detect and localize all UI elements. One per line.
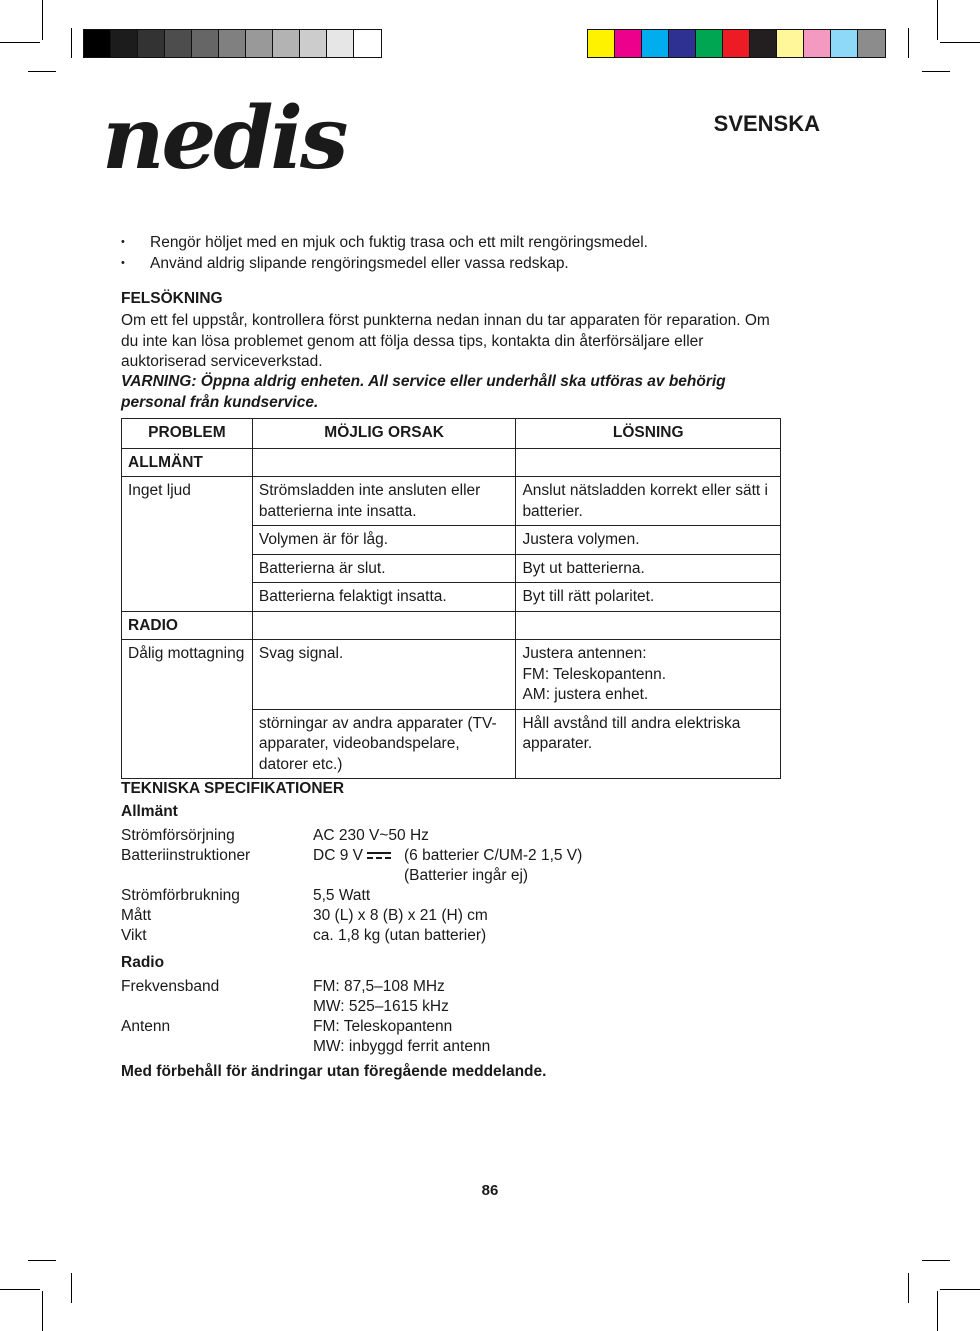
color-swatch <box>642 30 669 57</box>
solution-line: AM: justera enhet. <box>522 686 649 703</box>
table-category-row <box>122 611 781 640</box>
gray-swatch <box>192 30 219 57</box>
solution-cell: Justera volymen. <box>516 526 781 555</box>
color-swatch <box>858 30 885 57</box>
gray-swatch <box>273 30 300 57</box>
category-general: ALLMÄNT <box>122 448 253 477</box>
spec-value: FM: Teleskopantenn <box>313 1018 453 1035</box>
solution-cell: Anslut nätsladden korrekt eller sätt i batterier. <box>516 477 781 526</box>
color-swatch <box>831 30 858 57</box>
category-radio: RADIO <box>122 611 253 640</box>
table-row <box>122 640 781 710</box>
spec-value: FM: 87,5–108 MHz <box>313 978 445 995</box>
solution-cell: Byt till rätt polaritet. <box>516 583 781 612</box>
cause-cell: Svag signal. <box>252 640 516 710</box>
troubleshooting-heading: FELSÖKNING <box>121 290 223 307</box>
spec-note: (Batterier ingår ej) <box>404 867 529 884</box>
page-number: 86 <box>481 1182 499 1199</box>
column-header-cause: MÖJLIG ORSAK <box>252 419 516 449</box>
color-swatch <box>777 30 804 57</box>
language-label: SVENSKA <box>713 111 820 136</box>
gray-swatch <box>138 30 165 57</box>
spec-label: Mått <box>121 907 152 924</box>
care-bullet-list <box>121 232 648 274</box>
spec-value: 5,5 Watt <box>313 887 371 904</box>
process-color-bar <box>587 29 886 58</box>
specs-heading: TEKNISKA SPECIFIKATIONER <box>121 780 345 797</box>
cause-cell: Strömsladden inte ansluten eller batterierna inte insatta. <box>252 477 516 526</box>
cause-cell: Batterierna felaktigt insatta. <box>252 583 516 612</box>
specs-radio-heading: Radio <box>121 954 165 971</box>
gray-swatch <box>165 30 192 57</box>
solution-cell: Håll avstånd till andra elektriska apparater. <box>516 709 781 779</box>
spec-label: Strömförsörjning <box>121 827 235 844</box>
problem-no-sound: Inget ljud <box>122 477 253 612</box>
color-swatch <box>723 30 750 57</box>
color-swatch <box>804 30 831 57</box>
color-swatch <box>750 30 777 57</box>
column-header-problem: PROBLEM <box>122 419 253 449</box>
nedis-logo <box>100 98 372 180</box>
color-swatch <box>669 30 696 57</box>
solution-line: FM: Teleskopantenn. <box>522 665 667 683</box>
color-swatch <box>588 30 615 57</box>
troubleshooting-intro: Om ett fel uppstår, kontrollera först punkterna nedan innan du tar apparaten för reparation. Om du inte kan lösa problemet genom att följa dessa tips, kontakta din återförsäljare eller auktoriserad serviceverkstad. <box>121 312 770 370</box>
cause-cell: Volymen är för låg. <box>252 526 516 555</box>
spec-note: (6 batterier C/UM-2 1,5 V) <box>404 847 583 864</box>
cause-cell: störningar av andra apparater (TV-apparater, videobandspelare, datorer etc.) <box>252 709 516 779</box>
spec-label: Strömförbrukning <box>121 887 240 904</box>
solution-cell <box>516 640 781 710</box>
color-swatch <box>615 30 642 57</box>
spec-value: AC 230 V~50 Hz <box>313 827 429 844</box>
spec-value: MW: 525–1615 kHz <box>313 998 449 1015</box>
list-item: • Rengör höljet med en mjuk och fuktig trasa och ett milt rengöringsmedel. <box>121 232 648 253</box>
table-category-row <box>122 448 781 477</box>
solution-cell: Byt ut batterierna. <box>516 554 781 583</box>
gray-swatch <box>354 30 381 57</box>
gray-swatch <box>111 30 138 57</box>
list-item: • Använd aldrig slipande rengöringsmedel eller vassa redskap. <box>121 253 648 274</box>
table-header-row <box>122 419 781 449</box>
gray-swatch <box>300 30 327 57</box>
troubleshooting-warning: VARNING: Öppna aldrig enheten. All service eller underhåll ska utföras av behörig personal från kundservice. <box>121 373 726 411</box>
disclaimer: Med förbehåll för ändringar utan föregående meddelande. <box>121 1063 547 1080</box>
spec-value: DC 9 V <box>313 846 391 866</box>
troubleshooting-table <box>121 418 781 779</box>
spec-value: 30 (L) x 8 (B) x 21 (H) cm <box>313 907 488 924</box>
gray-swatch <box>84 30 111 57</box>
dc-symbol-icon <box>367 852 391 860</box>
table-row <box>122 477 781 526</box>
spec-label: Batteriinstruktioner <box>121 847 251 864</box>
grayscale-color-bar <box>83 29 382 58</box>
specs-general-heading: Allmänt <box>121 803 178 820</box>
spec-value: MW: inbyggd ferrit antenn <box>313 1038 491 1055</box>
column-header-solution: LÖSNING <box>516 419 781 449</box>
solution-line: Justera antennen: <box>522 645 647 662</box>
gray-swatch <box>246 30 273 57</box>
cause-cell: Batterierna är slut. <box>252 554 516 583</box>
spec-label: Frekvensband <box>121 978 220 995</box>
spec-label: Antenn <box>121 1018 171 1035</box>
problem-poor-reception: Dålig mottagning <box>122 640 253 779</box>
gray-swatch <box>327 30 354 57</box>
spec-label: Vikt <box>121 927 147 944</box>
svg-text:nedis: nedis <box>102 98 346 180</box>
spec-value: ca. 1,8 kg (utan batterier) <box>313 927 487 944</box>
gray-swatch <box>219 30 246 57</box>
color-swatch <box>696 30 723 57</box>
